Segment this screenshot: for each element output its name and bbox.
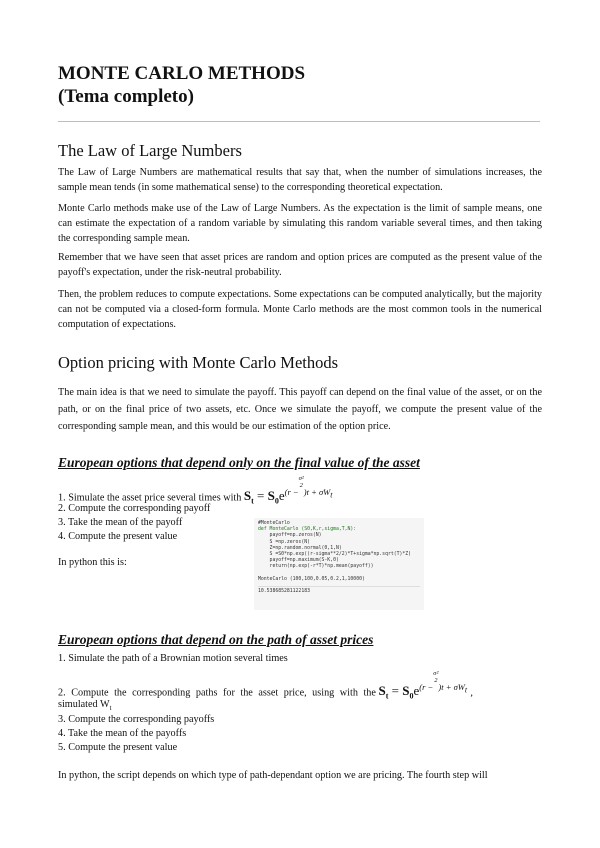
title-line-2: (Tema completo): [58, 86, 194, 107]
frac-den: 2: [299, 482, 303, 489]
formula2-s0: S: [402, 683, 410, 699]
path-step-1: 1. Simulate the path of a Brownian motion several times: [58, 653, 288, 664]
frac-num: σ²: [298, 475, 304, 482]
code-line: payoff=np.zeros(N): [258, 533, 322, 539]
page-title: [58, 62, 305, 108]
horizontal-divider: [58, 121, 540, 122]
formula-s0: S: [267, 488, 275, 504]
code-lines: [258, 521, 420, 583]
formula2-eq: =: [388, 683, 403, 699]
formula2-exp-post: )t + σW: [438, 682, 465, 692]
path-step-3: 3. Compute the corresponding payoffs: [58, 714, 215, 725]
subsection-heading-path: European options that depend on the path of asset prices: [58, 632, 374, 647]
section-heading-law-large-numbers: The Law of Large Numbers: [58, 141, 242, 160]
formula-exp-pre: (r −: [284, 487, 299, 497]
paragraph-4: Then, the problem reduces to compute expectations. Some expectations can be computed analytically, but the majority can not be computed via a closed-form formula. Monte Carlo methods are the most common tools in the numerical computation of expectations.: [58, 289, 542, 330]
frac2-num: σ²: [433, 670, 439, 677]
code-line: Z=np.random.normal(0,1,N): [258, 545, 342, 551]
code-line: payoff=np.maximum(S-K,0): [258, 558, 339, 564]
code-line: #MonteCarlo: [258, 521, 290, 526]
step-2: 2. Compute the corresponding payoff: [58, 503, 211, 514]
paragraph-2: Monte Carlo methods make use of the Law of Large Numbers. As the expectation is the limit of sample means, one can estimate the expectation of a random variable by simulating this random variable several times, and then taking the corresponding sample mean.: [58, 203, 542, 244]
path-step-2-line: [58, 670, 542, 704]
formula2-s0-sub: 0: [409, 691, 414, 701]
simulated-w-sub: t: [109, 704, 112, 713]
code-line: def MonteCarlo (S0,K,r,sigma,T,N):: [258, 527, 357, 533]
formula2-exp-sub: t: [464, 685, 468, 695]
code-output: 10.538685281122183: [258, 586, 420, 595]
path-step-2-text: 2. Compute the corresponding paths for the asset price, using with the: [58, 687, 376, 699]
path-step-4: 4. Take the mean of the payoffs: [58, 728, 187, 739]
formula-s: S: [243, 488, 252, 504]
formula2-s-sub: t: [385, 691, 389, 701]
step-4: 4. Compute the present value: [58, 531, 178, 542]
step-1-text: 1. Simulate the asset price several times with: [58, 492, 242, 504]
formula-e: e: [278, 488, 285, 504]
title-line-1: MONTE CARLO METHODS: [58, 63, 306, 84]
formula-eq: =: [253, 488, 268, 504]
section-heading-option-pricing: Option pricing with Monte Carlo Methods: [58, 353, 339, 372]
code-screenshot: [254, 518, 424, 610]
code-line: S =np.zeros(N): [258, 539, 310, 545]
paragraph-1: The Law of Large Numbers are mathematical results that say that, when the number of simulations increases, the sample mean tends (in some mathematical sense) to the corresponding theoretical expectation.: [58, 167, 542, 193]
simulated-w-text: simulated W: [58, 699, 110, 710]
closing-paragraph: In python, the script depends on which type of path-dependant option we are pricing. The fourth step will: [58, 770, 488, 781]
frac2-den: 2: [434, 677, 438, 684]
paragraph-option-pricing: The main idea is that we need to simulate the payoff. This payoff can depend on the final value of the asset, or on the path, or on the final price of two assets, etc. Once we simulate the payoff, we compute the present value of the corresponding sample mean, and this would be our estimation of the option price.: [58, 387, 542, 432]
path-step-5: 5. Compute the present value: [58, 742, 178, 753]
code-line: MonteCarlo (100,100,0.05,0.2,1,10000): [258, 576, 365, 582]
formula-exp-post: )t + σW: [303, 487, 331, 497]
formula-s-sub: t: [251, 496, 254, 506]
formula2-s: S: [378, 683, 386, 699]
path-step-2-tail: ,: [470, 687, 473, 699]
formula2-e: e: [413, 683, 420, 699]
step-3: 3. Take the mean of the payoff: [58, 517, 183, 528]
formula-exp-sub: t: [330, 490, 333, 500]
python-note: In python this is:: [58, 557, 127, 568]
formula-s0-sub: 0: [274, 496, 279, 506]
code-line: return(np.exp(-r*T)*np.mean(payoff)): [258, 564, 374, 570]
subsection-heading-final-value: European options that depend only on the final value of the asset: [58, 455, 420, 470]
code-line: S =S0*np.exp((r-sigma**2/2)*T+sigma*np.sqrt(T)*Z): [258, 552, 412, 558]
formula2-exp-pre: (r −: [419, 682, 434, 692]
paragraph-3: Remember that we have seen that asset prices are random and option prices are computed as the present value of the payoff's expectation, under the risk-neutral probability.: [58, 252, 542, 278]
